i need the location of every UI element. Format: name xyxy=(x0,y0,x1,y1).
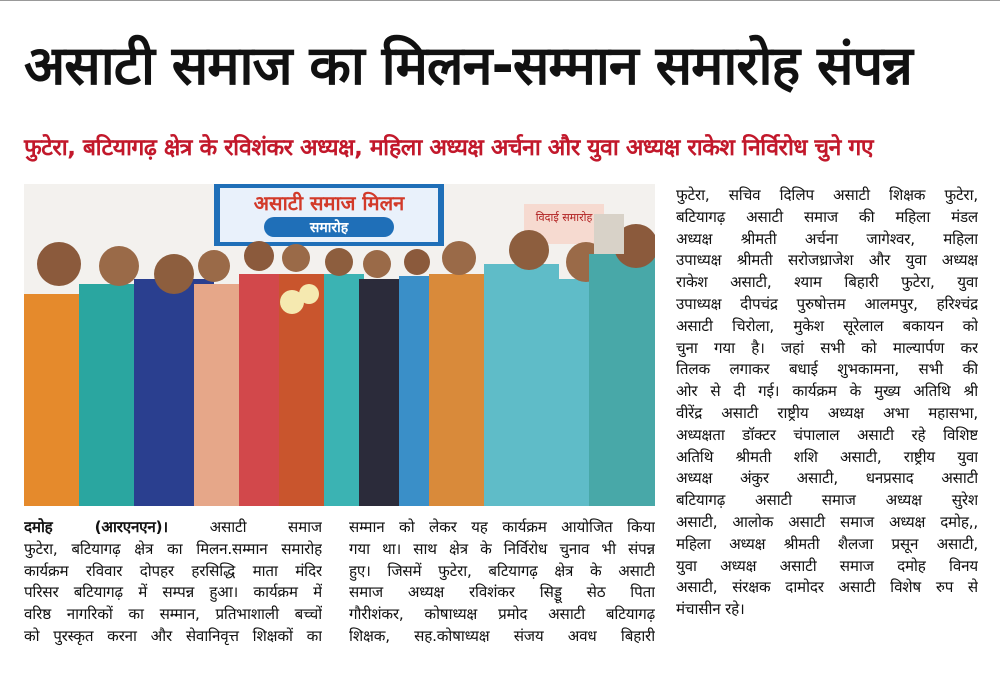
article-line: ओर से दी गई। कार्यक्रम के मुख्य अतिथि श्री xyxy=(676,382,978,401)
article-line: अध्यक्षता डॉक्टर चंपालाल असाटी रहे विशिष्ट xyxy=(676,425,978,444)
article-line: शिक्षक, सह.कोषाध्यक्ष संजय अवध बिहारी xyxy=(349,626,655,645)
article-line: असाटी, संरक्षक दामोदर असाटी विशेष रुप से xyxy=(676,578,978,597)
article-line: अध्यक्ष अंकुर असाटी, धनप्रसाद असाटी xyxy=(676,469,978,488)
article-line: हुए। जिसमें फुटेरा, बटियागढ़ क्षेत्र के असाटी xyxy=(349,561,655,580)
article-line: को पुरस्कृत करना और सेवानिवृत्त शिक्षकों का xyxy=(24,626,322,645)
dateline: दमोह (आरएनएन)। xyxy=(24,518,168,536)
article-line: गौरीशंकर, कोषाध्यक्ष प्रमोद असाटी बटियागढ़ xyxy=(349,605,655,624)
subheadline: फुटेरा, बटियागढ़ क्षेत्र के रविशंकर अध्यक्ष, महिला अध्यक्ष अर्चना और युवा अध्यक्ष राकेश निर्विरोध चुने गए xyxy=(24,135,874,161)
article-column-2 xyxy=(349,517,655,648)
article-line: सम्मान को लेकर यह कार्यक्रम आयोजित किया xyxy=(349,518,655,536)
banner-title: असाटी समाज मिलन xyxy=(253,191,405,215)
article-line: असाटी, आलोक असाटी समाज अध्यक्ष दमोह,, xyxy=(676,512,978,531)
article-line: अतिथि श्रीमती शशि असाटी, राष्ट्रीय युवा xyxy=(676,447,978,466)
banner-subtitle: समारोह xyxy=(309,220,349,236)
page-top-rule xyxy=(0,0,1000,7)
article-line: बटियागढ़ असाटी समाज अध्यक्ष सुरेश xyxy=(676,491,978,510)
event-photo xyxy=(24,184,655,506)
article-line: परिसर बटियागढ़ में सम्पन्न हुआ। कार्यक्रम में xyxy=(24,583,322,602)
article-column-1 xyxy=(24,517,322,648)
article-line: चुना गया है। जहां सभी को माल्यार्पण कर xyxy=(676,338,978,357)
article-line: फुटेरा, सचिव दिलिप असाटी शिक्षक फुटेरा, xyxy=(676,186,978,204)
right-banner-title: विदाई समारोह xyxy=(535,211,593,224)
article-line: अध्यक्ष श्रीमती अर्चना जागेश्वर, महिला xyxy=(676,229,978,248)
article-line: महिला अध्यक्ष श्रीमती शैलजा प्रसून असाटी, xyxy=(676,534,978,553)
article-line: तिलक लगाकर बधाई शुभकामना, सभी की xyxy=(676,360,978,379)
article-line: राकेश असाटी, श्याम बिहारी फुटेरा, युवा xyxy=(676,273,978,292)
article-line: युवा अध्यक्ष असाटी समाज दमोह विनय xyxy=(676,556,978,575)
article-line: मंचासीन रहे। xyxy=(676,600,745,619)
article-line: असाटी चिरोला, मुकेश सूरेलाल बकायन को xyxy=(676,316,978,335)
article-text: असाटी समाज xyxy=(209,518,322,536)
article-line: कार्यक्रम रविवार दोपहर हरसिद्धि माता मंदिर xyxy=(24,561,322,580)
article-line: वीरेंद्र असाटी राष्ट्रीय अध्यक्ष अभा महासभा, xyxy=(676,403,978,422)
article-line: समाज अध्यक्ष रविशंकर सिड्डू सेठ पिता xyxy=(349,583,655,602)
article-line: उपाध्यक्ष श्रीमती सरोजध्राजेश और युवा अध्यक्ष xyxy=(676,251,978,270)
article-line: वरिष्ठ नागरिकों का सम्मान, प्रतिभाशाली बच्चों xyxy=(24,605,322,624)
article-line: बटियागढ़ असाटी समाज की महिला मंडल xyxy=(676,207,978,226)
event-photo-illustration xyxy=(24,184,655,506)
headline: असाटी समाज का मिलन-सम्मान समारोह संपन्न xyxy=(24,34,912,97)
article-line xyxy=(24,517,322,539)
article-column-3 xyxy=(676,185,978,621)
article-line: उपाध्यक्ष दीपचंद्र पुरुषोत्तम आलमपुर, हरिश्चंद्र xyxy=(676,294,978,313)
article-line: फुटेरा, बटियागढ़ क्षेत्र का मिलन.सम्मान समारोह xyxy=(24,539,322,558)
article-line: गया था। साथ क्षेत्र के निर्विरोध चुनाव भी संपन्न xyxy=(349,539,655,558)
